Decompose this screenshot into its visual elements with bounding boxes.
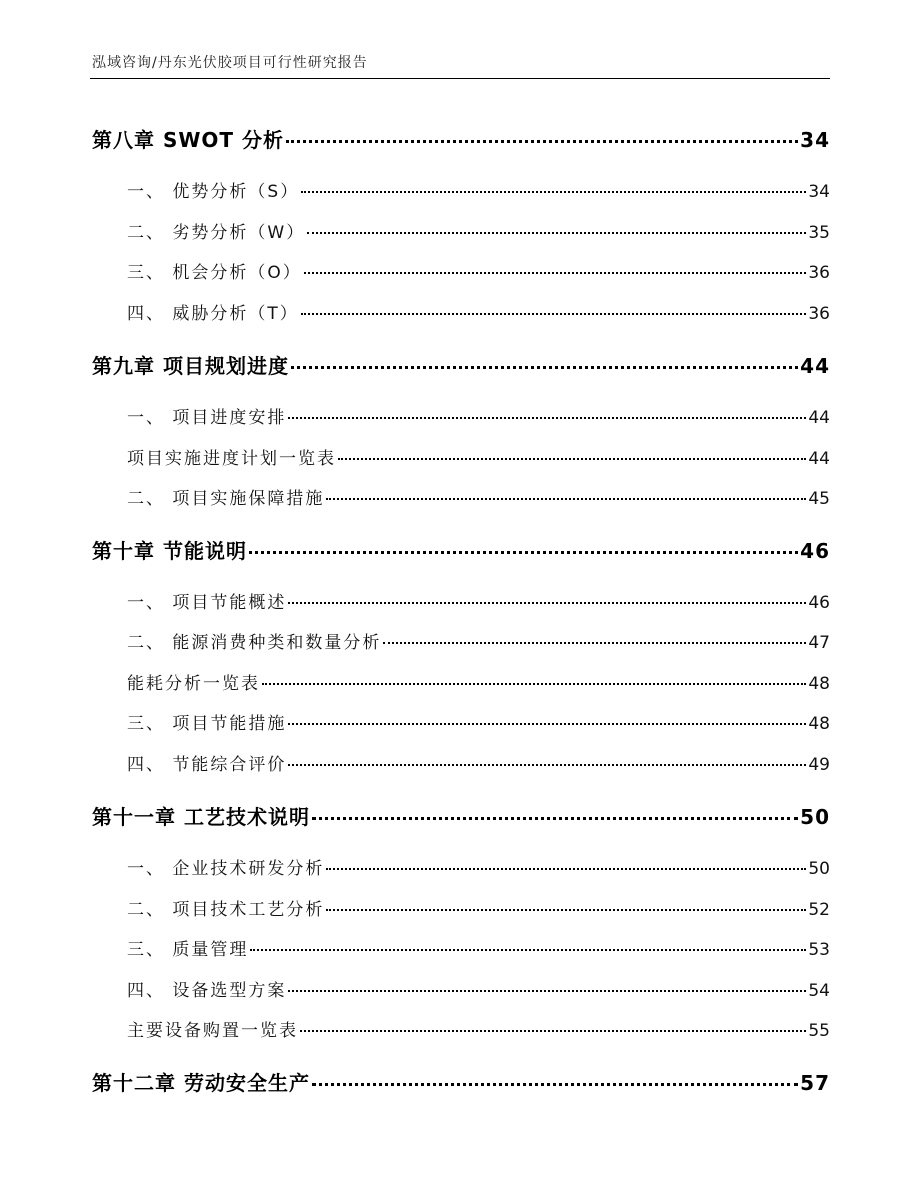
page-header: 泓域咨询/丹东光伏胶项目可行性研究报告: [92, 55, 368, 71]
toc-entry-page: 53: [808, 940, 830, 960]
dot-leader: [300, 1030, 806, 1032]
toc-entry-page: 57: [800, 1071, 830, 1095]
toc-entry-section[interactable]: [127, 935, 830, 960]
toc-entry-page: 46: [800, 539, 830, 563]
toc-entry-section[interactable]: [127, 258, 830, 283]
toc-entry-page: 48: [808, 714, 830, 734]
toc-entry-section[interactable]: [127, 403, 830, 428]
toc-entry-chapter[interactable]: [92, 350, 830, 379]
toc-entry-title: 二、 能源消费种类和数量分析: [127, 633, 382, 653]
toc-entry-title: 第十章 节能说明: [92, 539, 247, 563]
toc-entry-title: 一、 优势分析（S）: [127, 182, 300, 202]
toc-entry-chapter[interactable]: [92, 801, 830, 830]
dot-leader: [312, 817, 798, 820]
dot-leader: [288, 990, 806, 992]
dot-leader: [288, 764, 806, 766]
toc-entry-title: 项目实施进度计划一览表: [127, 449, 336, 469]
toc-entry-section[interactable]: [127, 854, 830, 879]
toc-entry-page: 50: [800, 805, 830, 829]
toc-entry-section[interactable]: [127, 628, 830, 653]
dot-leader: [312, 1083, 798, 1086]
toc-entry-section[interactable]: [127, 669, 830, 694]
dot-leader: [301, 191, 806, 193]
toc-entry-title: 二、 项目技术工艺分析: [127, 900, 325, 920]
toc-entry-page: 44: [808, 449, 830, 469]
toc-entry-title: 三、 机会分析（O）: [127, 263, 302, 283]
toc-entry-title: 第九章 项目规划进度: [92, 354, 289, 378]
toc-entry-title: 第十二章 劳动安全生产: [92, 1071, 310, 1095]
toc-entry-title: 第八章 SWOT 分析: [92, 128, 285, 152]
toc-entry-section[interactable]: [127, 177, 830, 202]
toc-entry-section[interactable]: [127, 976, 830, 1001]
dot-leader: [288, 723, 806, 725]
toc-entry-section[interactable]: [127, 1016, 830, 1041]
toc-entry-page: 55: [808, 1021, 830, 1041]
toc-entry-chapter[interactable]: [92, 1067, 830, 1096]
toc-entry-chapter[interactable]: [92, 124, 830, 153]
dot-leader: [304, 272, 807, 274]
toc-entry-section[interactable]: [127, 484, 830, 509]
toc-entry-title: 三、 质量管理: [127, 940, 249, 960]
dot-leader: [307, 232, 806, 234]
toc-entry-title: 四、 节能综合评价: [127, 755, 287, 775]
toc-entry-title: 二、 劣势分析（W）: [127, 223, 306, 243]
dot-leader: [288, 602, 806, 604]
toc-entry-page: 54: [808, 981, 830, 1001]
toc-entry-title: 主要设备购置一览表: [127, 1021, 298, 1041]
toc-entry-page: 35: [808, 223, 830, 243]
toc-entry-section[interactable]: [127, 709, 830, 734]
dot-leader: [262, 683, 806, 685]
toc-entry-title: 能耗分析一览表: [127, 674, 260, 694]
toc-entry-page: 52: [808, 900, 830, 920]
dot-leader: [249, 551, 798, 554]
toc-entry-page: 49: [808, 755, 830, 775]
dot-leader: [288, 417, 806, 419]
toc-entry-page: 50: [808, 859, 830, 879]
dot-leader: [250, 949, 806, 951]
dot-leader: [326, 498, 806, 500]
toc-entry-page: 47: [808, 633, 830, 653]
dot-leader: [301, 313, 807, 315]
dot-leader: [383, 642, 806, 644]
toc-entry-page: 48: [808, 674, 830, 694]
toc-entry-title: 三、 项目节能措施: [127, 714, 287, 734]
dot-leader: [326, 909, 806, 911]
toc-entry-section[interactable]: [127, 299, 830, 324]
dot-leader: [291, 366, 798, 369]
toc-entry-title: 四、 威胁分析（T）: [127, 304, 299, 324]
toc-entry-page: 34: [808, 182, 830, 202]
toc-entry-title: 四、 设备选型方案: [127, 981, 287, 1001]
toc-entry-section[interactable]: [127, 895, 830, 920]
toc-entry-title: 二、 项目实施保障措施: [127, 489, 325, 509]
toc-entry-section[interactable]: [127, 444, 830, 469]
toc-entry-title: 一、 企业技术研发分析: [127, 859, 325, 879]
dot-leader: [326, 868, 806, 870]
dot-leader: [286, 140, 798, 143]
toc-entry-section[interactable]: [127, 218, 830, 243]
toc-entry-chapter[interactable]: [92, 535, 830, 564]
toc-entry-page: 36: [808, 304, 830, 324]
toc-entry-title: 一、 项目进度安排: [127, 408, 287, 428]
toc-entry-page: 44: [808, 408, 830, 428]
dot-leader: [338, 458, 806, 460]
toc-entry-page: 36: [808, 263, 830, 283]
toc-entry-title: 一、 项目节能概述: [127, 593, 287, 613]
toc-entry-page: 44: [800, 354, 830, 378]
toc-entry-section[interactable]: [127, 588, 830, 613]
toc-entry-page: 45: [808, 489, 830, 509]
toc-entry-page: 46: [808, 593, 830, 613]
toc-entry-page: 34: [800, 128, 830, 152]
toc-entry-section[interactable]: [127, 750, 830, 775]
toc-entry-title: 第十一章 工艺技术说明: [92, 805, 310, 829]
